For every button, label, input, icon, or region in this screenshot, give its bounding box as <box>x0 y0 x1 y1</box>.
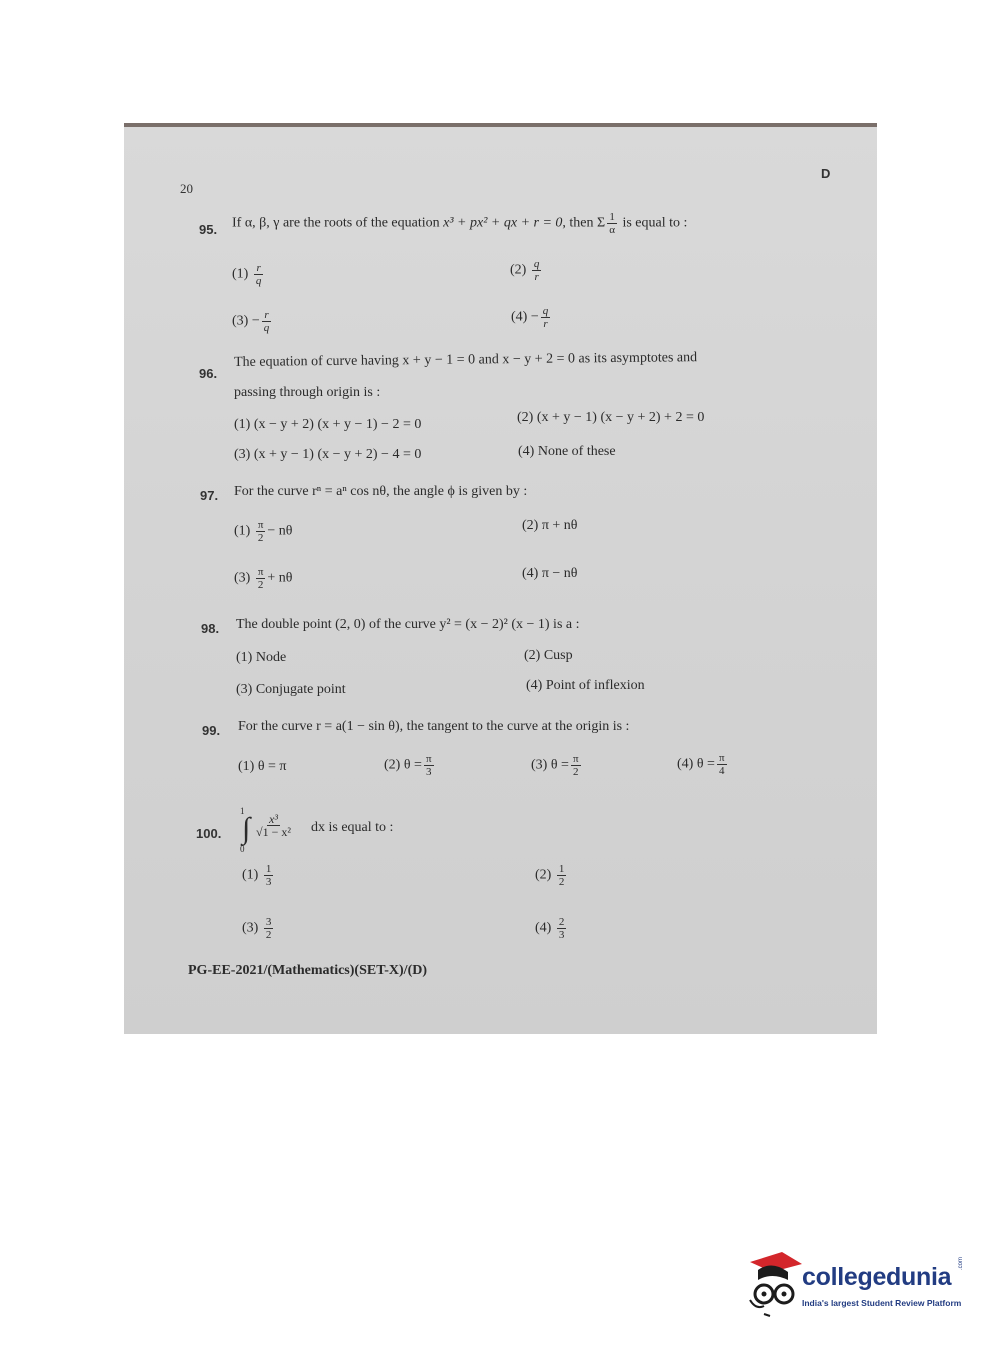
page-number: 20 <box>180 181 193 196</box>
option-1: (1) $\frac{\pi}{2}$ − nθ <box>234 519 293 544</box>
integral-lower-limit: 0 <box>240 844 245 854</box>
option-2: (2) Cusp <box>524 648 573 663</box>
option-3: (3) $\frac{\pi}{2}$ + nθ <box>234 566 293 591</box>
option-2: (2) θ = $\frac{\pi}{3}$ <box>384 753 432 778</box>
exam-page-photo <box>124 123 877 1034</box>
option-3: (3) θ = $\frac{\pi}{2}$ <box>531 753 579 778</box>
integrand: $\frac{\text{x³}}{\text{√1 − x²}}$ <box>256 812 291 839</box>
question-text: dx is equal to : <box>311 820 394 835</box>
set-letter: D <box>821 166 831 181</box>
option-3: (3) Conjugate point <box>236 682 346 697</box>
option-1: (1) $\frac{r}{q}$ <box>232 262 262 287</box>
question-number: 100. <box>196 826 222 841</box>
fraction: $\frac{1}{\alpha}$ <box>609 211 615 236</box>
question-number: 97. <box>200 488 219 503</box>
option-4: (4) θ = $\frac{\pi}{4}$ <box>677 752 725 777</box>
logo-wordmark: collegedunia <box>802 1263 952 1291</box>
question-text: For the curve rⁿ = aⁿ cos nθ, the angle ϕ is given by : <box>234 484 528 499</box>
question-text: If α, β, γ are the roots of the equation x³ + px² + qx + r = 0, then Σ $\frac{1}{\alpha}$ is equal to : <box>232 211 688 236</box>
mascot-icon <box>750 1252 802 1316</box>
question-number: 99. <box>202 723 221 738</box>
option-1: (1) $\frac{1}{3}$ <box>242 863 272 888</box>
integral-sign: ∫ <box>242 812 251 845</box>
question-number: 98. <box>201 621 220 636</box>
question-text: The double point (2, 0) of the curve y² = (x − 2)² (x − 1) is a : <box>236 617 580 632</box>
option-2: (2) $\frac{q}{r}$ <box>510 258 540 283</box>
option-3: (3) $\frac{3}{2}$ <box>242 916 272 941</box>
option-4: (4) Point of inflexion <box>526 678 645 693</box>
option-4: (4) $\frac{2}{3}$ <box>535 916 565 941</box>
option-1: (1) (x − y + 2) (x + y − 1) − 2 = 0 <box>234 417 422 432</box>
option-4: (4) π − nθ <box>522 566 578 581</box>
option-3: (3) − $\frac{r}{q}$ <box>232 309 270 334</box>
question-number: 96. <box>199 366 218 381</box>
option-1: (1) Node <box>236 650 287 665</box>
logo-tagline: India's largest Student Review Platform <box>802 1298 962 1308</box>
question-text-line-2: passing through origin is : <box>234 385 381 400</box>
option-4: (4) − $\frac{q}{r}$ <box>511 305 549 330</box>
option-2: (2) π + nθ <box>522 518 578 533</box>
option-1: (1) θ = π <box>238 759 287 774</box>
option-2: (2) (x + y − 1) (x − y + 2) + 2 = 0 <box>517 410 705 425</box>
question-text: For the curve r = a(1 − sin θ), the tangent to the curve at the origin is : <box>238 719 630 734</box>
cubic-equation: x³ + px² + qx + r = 0 <box>443 215 563 231</box>
question-text-line-1: The equation of curve having x + y − 1 = 0 and x − y + 2 = 0 as its asymptotes and <box>234 350 698 370</box>
option-4: (4) None of these <box>518 444 616 459</box>
question-number: 95. <box>199 222 218 237</box>
option-2: (2) $\frac{1}{2}$ <box>535 863 565 888</box>
footer-code: PG-EE-2021/(Mathematics)(SET-X)/(D) <box>188 963 428 978</box>
logo-com-suffix: .com <box>958 1256 964 1270</box>
integral-upper-limit: 1 <box>240 806 245 816</box>
option-3: (3) (x + y − 1) (x − y + 2) − 4 = 0 <box>234 447 422 462</box>
